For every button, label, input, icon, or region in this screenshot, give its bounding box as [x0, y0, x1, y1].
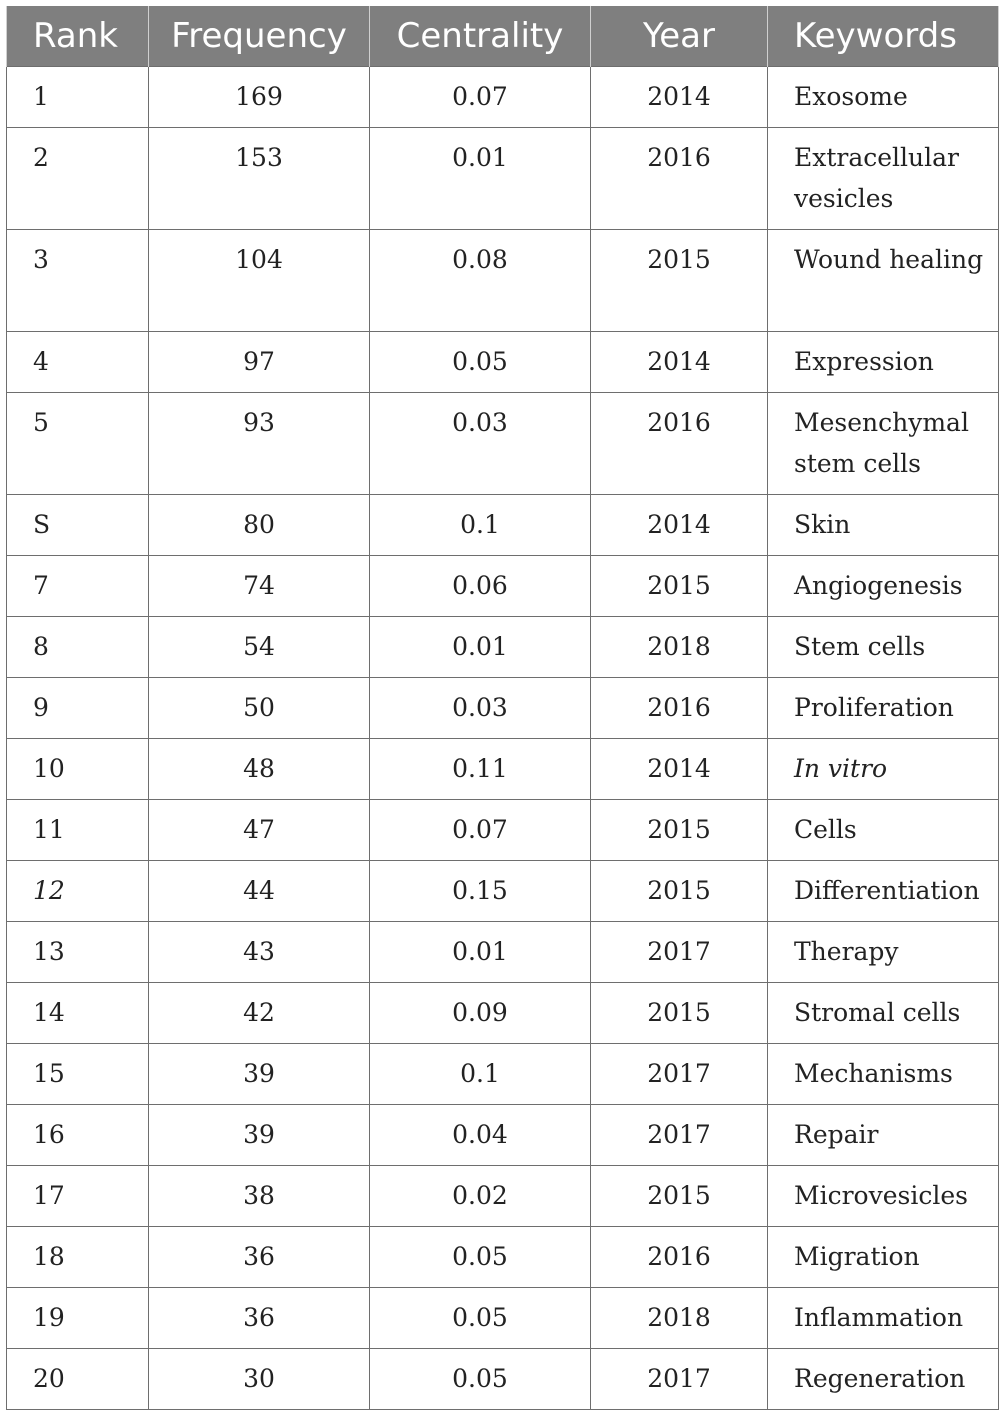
rank-cell-text: 12	[33, 876, 65, 905]
rank-cell	[7, 1044, 149, 1105]
centrality-cell-text: 0.1	[460, 510, 500, 539]
year-cell-text: 2014	[647, 347, 711, 376]
year-cell	[591, 393, 768, 495]
centrality-cell	[370, 1288, 591, 1349]
centrality-cell	[370, 495, 591, 556]
year-cell	[591, 983, 768, 1044]
table-row	[7, 1288, 999, 1349]
centrality-cell	[370, 556, 591, 617]
centrality-cell	[370, 861, 591, 922]
table-row	[7, 1166, 999, 1227]
year-cell-text: 2017	[647, 1120, 711, 1149]
year-cell	[591, 617, 768, 678]
keyword-cell	[768, 1349, 999, 1410]
frequency-cell	[149, 800, 370, 861]
centrality-cell	[370, 1105, 591, 1166]
keyword-cell-text: Mesenchymal stem cells	[794, 408, 969, 478]
frequency-cell-text: 48	[243, 754, 275, 783]
rank-cell-text: 14	[33, 998, 65, 1027]
year-cell	[591, 861, 768, 922]
frequency-cell-text: 42	[243, 998, 275, 1027]
keyword-cell	[768, 128, 999, 230]
year-cell-text: 2018	[647, 632, 711, 661]
frequency-cell	[149, 495, 370, 556]
frequency-cell-text: 36	[243, 1303, 275, 1332]
rank-cell-text: 13	[33, 937, 65, 966]
year-cell	[591, 1166, 768, 1227]
year-cell-text: 2016	[647, 693, 711, 722]
year-cell-text: 2014	[647, 510, 711, 539]
centrality-cell	[370, 1349, 591, 1410]
table-row	[7, 739, 999, 800]
frequency-cell	[149, 1349, 370, 1410]
keyword-cell	[768, 1227, 999, 1288]
keyword-cell-text: In vitro	[794, 754, 888, 783]
centrality-cell-text: 0.07	[452, 82, 508, 111]
keyword-cell-text: Wound healing	[794, 245, 984, 274]
keyword-cell	[768, 495, 999, 556]
frequency-cell-text: 104	[235, 245, 283, 274]
rank-cell	[7, 800, 149, 861]
centrality-cell-text: 0.15	[452, 876, 508, 905]
centrality-cell-text: 0.05	[452, 1242, 508, 1271]
table-body	[7, 67, 999, 1410]
rank-cell	[7, 739, 149, 800]
keyword-cell-text: Proliferation	[794, 693, 954, 722]
rank-cell-text: 9	[33, 693, 49, 722]
keyword-cell-text: Therapy	[794, 937, 899, 966]
year-cell	[591, 800, 768, 861]
frequency-cell-text: 43	[243, 937, 275, 966]
rank-cell	[7, 617, 149, 678]
year-cell-text: 2017	[647, 937, 711, 966]
year-cell	[591, 1227, 768, 1288]
keyword-cell-text: Stem cells	[794, 632, 926, 661]
table-row	[7, 67, 999, 128]
frequency-cell-text: 50	[243, 693, 275, 722]
rank-cell-text: 16	[33, 1120, 65, 1149]
table-row	[7, 617, 999, 678]
header-row	[7, 6, 999, 67]
table-row	[7, 861, 999, 922]
centrality-cell-text: 0.03	[452, 408, 508, 437]
keyword-cell-text: Skin	[794, 510, 851, 539]
keyword-cell	[768, 617, 999, 678]
year-cell	[591, 678, 768, 739]
year-cell	[591, 1288, 768, 1349]
frequency-cell-text: 169	[235, 82, 283, 111]
keyword-cell	[768, 1288, 999, 1349]
keyword-cell-text: Regeneration	[794, 1364, 966, 1393]
frequency-cell	[149, 922, 370, 983]
frequency-cell	[149, 230, 370, 332]
frequency-cell-text: 153	[235, 143, 283, 172]
rank-cell	[7, 1105, 149, 1166]
keywords-table	[6, 6, 999, 1410]
centrality-cell	[370, 67, 591, 128]
rank-cell-text: 20	[33, 1364, 65, 1393]
table-row	[7, 556, 999, 617]
year-cell-text: 2014	[647, 82, 711, 111]
centrality-cell	[370, 983, 591, 1044]
frequency-cell	[149, 617, 370, 678]
year-cell-text: 2015	[647, 815, 711, 844]
frequency-cell-text: 54	[243, 632, 275, 661]
rank-cell-text: 17	[33, 1181, 65, 1210]
year-cell-text: 2018	[647, 1303, 711, 1332]
table-row	[7, 922, 999, 983]
centrality-cell-text: 0.06	[452, 571, 508, 600]
frequency-cell-text: 80	[243, 510, 275, 539]
rank-cell	[7, 556, 149, 617]
centrality-cell	[370, 1227, 591, 1288]
frequency-cell	[149, 556, 370, 617]
rank-cell	[7, 1166, 149, 1227]
rank-cell-text: 11	[33, 815, 65, 844]
rank-cell	[7, 1288, 149, 1349]
rank-cell	[7, 128, 149, 230]
keyword-cell	[768, 861, 999, 922]
frequency-cell	[149, 678, 370, 739]
year-cell	[591, 556, 768, 617]
centrality-cell	[370, 1166, 591, 1227]
rank-cell-text: 10	[33, 754, 65, 783]
year-cell-text: 2015	[647, 876, 711, 905]
year-cell-text: 2016	[647, 143, 711, 172]
keyword-cell	[768, 983, 999, 1044]
frequency-cell	[149, 1105, 370, 1166]
centrality-cell-text: 0.11	[452, 754, 508, 783]
year-cell	[591, 922, 768, 983]
frequency-cell	[149, 861, 370, 922]
year-cell-text: 2016	[647, 408, 711, 437]
keyword-cell	[768, 922, 999, 983]
rank-cell-text: 4	[33, 347, 49, 376]
frequency-cell-text: 44	[243, 876, 275, 905]
rank-cell	[7, 67, 149, 128]
keyword-cell	[768, 1166, 999, 1227]
frequency-cell-text: 30	[243, 1364, 275, 1393]
year-cell	[591, 495, 768, 556]
rank-cell	[7, 495, 149, 556]
year-cell-text: 2017	[647, 1364, 711, 1393]
table-row	[7, 332, 999, 393]
rank-cell-text: S	[33, 510, 51, 539]
centrality-cell	[370, 393, 591, 495]
frequency-cell	[149, 128, 370, 230]
rank-cell-text: 2	[33, 143, 49, 172]
keyword-cell	[768, 739, 999, 800]
rank-cell	[7, 983, 149, 1044]
keyword-cell	[768, 800, 999, 861]
rank-cell-text: 3	[33, 245, 49, 274]
keyword-cell	[768, 230, 999, 332]
year-cell-text: 2015	[647, 571, 711, 600]
frequency-cell	[149, 983, 370, 1044]
year-cell	[591, 1349, 768, 1410]
year-cell	[591, 739, 768, 800]
frequency-cell-text: 39	[243, 1120, 275, 1149]
header-year: Year	[591, 6, 768, 67]
centrality-cell-text: 0.05	[452, 1364, 508, 1393]
keyword-cell-text: Cells	[794, 815, 857, 844]
frequency-cell	[149, 739, 370, 800]
keyword-cell	[768, 556, 999, 617]
table-row	[7, 983, 999, 1044]
centrality-cell	[370, 922, 591, 983]
frequency-cell-text: 47	[243, 815, 275, 844]
centrality-cell-text: 0.1	[460, 1059, 500, 1088]
year-cell	[591, 128, 768, 230]
frequency-cell	[149, 393, 370, 495]
year-cell	[591, 230, 768, 332]
year-cell-text: 2015	[647, 245, 711, 274]
centrality-cell-text: 0.07	[452, 815, 508, 844]
centrality-cell-text: 0.01	[452, 632, 508, 661]
keyword-cell-text: Repair	[794, 1120, 879, 1149]
year-cell-text: 2015	[647, 998, 711, 1027]
centrality-cell	[370, 230, 591, 332]
header-centrality: Centrality	[370, 6, 591, 67]
table-row	[7, 1227, 999, 1288]
year-cell-text: 2015	[647, 1181, 711, 1210]
centrality-cell-text: 0.08	[452, 245, 508, 274]
year-cell	[591, 332, 768, 393]
table-row	[7, 393, 999, 495]
year-cell-text: 2016	[647, 1242, 711, 1271]
table-row	[7, 678, 999, 739]
centrality-cell	[370, 678, 591, 739]
frequency-cell-text: 38	[243, 1181, 275, 1210]
centrality-cell-text: 0.03	[452, 693, 508, 722]
frequency-cell-text: 97	[243, 347, 275, 376]
frequency-cell-text: 93	[243, 408, 275, 437]
keyword-cell	[768, 678, 999, 739]
frequency-cell	[149, 1288, 370, 1349]
header-frequency: Frequency	[149, 6, 370, 67]
centrality-cell	[370, 739, 591, 800]
frequency-cell-text: 74	[243, 571, 275, 600]
rank-cell	[7, 861, 149, 922]
table-row	[7, 1349, 999, 1410]
keyword-cell	[768, 393, 999, 495]
keyword-cell-text: Expression	[794, 347, 934, 376]
centrality-cell-text: 0.01	[452, 937, 508, 966]
rank-cell-text: 1	[33, 82, 49, 111]
frequency-cell	[149, 332, 370, 393]
centrality-cell	[370, 617, 591, 678]
keyword-cell-text: Exosome	[794, 82, 908, 111]
rank-cell	[7, 922, 149, 983]
table-row	[7, 128, 999, 230]
keyword-cell	[768, 332, 999, 393]
keyword-cell-text: Extracellular vesicles	[794, 143, 959, 213]
year-cell	[591, 1105, 768, 1166]
rank-cell	[7, 230, 149, 332]
keyword-cell	[768, 1044, 999, 1105]
rank-cell	[7, 332, 149, 393]
year-cell	[591, 67, 768, 128]
year-cell-text: 2017	[647, 1059, 711, 1088]
centrality-cell	[370, 1044, 591, 1105]
year-cell	[591, 1044, 768, 1105]
rank-cell	[7, 1349, 149, 1410]
keyword-cell-text: Microvesicles	[794, 1181, 968, 1210]
centrality-cell-text: 0.02	[452, 1181, 508, 1210]
rank-cell	[7, 1227, 149, 1288]
frequency-cell	[149, 67, 370, 128]
table-row	[7, 1044, 999, 1105]
frequency-cell	[149, 1166, 370, 1227]
rank-cell	[7, 393, 149, 495]
table-row	[7, 230, 999, 332]
centrality-cell-text: 0.01	[452, 143, 508, 172]
table-row	[7, 1105, 999, 1166]
header-keywords: Keywords	[768, 6, 999, 67]
keyword-cell-text: Inflammation	[794, 1303, 964, 1332]
year-cell-text: 2014	[647, 754, 711, 783]
table-row	[7, 800, 999, 861]
rank-cell-text: 5	[33, 408, 49, 437]
keyword-cell-text: Angiogenesis	[794, 571, 963, 600]
keyword-cell-text: Migration	[794, 1242, 920, 1271]
frequency-cell-text: 39	[243, 1059, 275, 1088]
rank-cell-text: 8	[33, 632, 49, 661]
table-row	[7, 495, 999, 556]
keyword-cell	[768, 67, 999, 128]
rank-cell-text: 15	[33, 1059, 65, 1088]
centrality-cell	[370, 128, 591, 230]
centrality-cell-text: 0.05	[452, 347, 508, 376]
frequency-cell	[149, 1044, 370, 1105]
frequency-cell-text: 36	[243, 1242, 275, 1271]
centrality-cell-text: 0.09	[452, 998, 508, 1027]
rank-cell-text: 18	[33, 1242, 65, 1271]
centrality-cell	[370, 332, 591, 393]
rank-cell-text: 7	[33, 571, 49, 600]
frequency-cell	[149, 1227, 370, 1288]
centrality-cell-text: 0.05	[452, 1303, 508, 1332]
header-rank: Rank	[7, 6, 149, 67]
keyword-cell-text: Differentiation	[794, 876, 980, 905]
rank-cell-text: 19	[33, 1303, 65, 1332]
keyword-cell	[768, 1105, 999, 1166]
centrality-cell-text: 0.04	[452, 1120, 508, 1149]
centrality-cell	[370, 800, 591, 861]
keyword-cell-text: Mechanisms	[794, 1059, 953, 1088]
rank-cell	[7, 678, 149, 739]
keyword-cell-text: Stromal cells	[794, 998, 961, 1027]
